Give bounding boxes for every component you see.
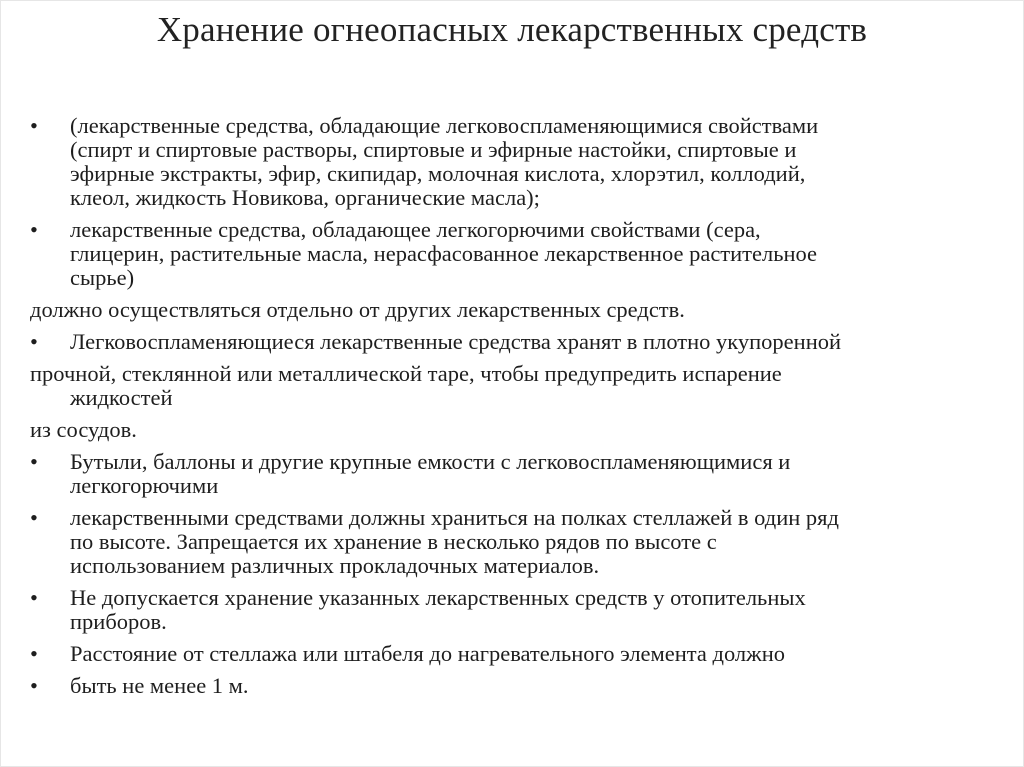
text-line: из сосудов. (30, 417, 137, 442)
text-line: использованием различных прокладочных материалов. (70, 553, 600, 578)
bullet-item (30, 218, 970, 290)
text-line: быть не менее 1 м. (70, 673, 249, 698)
text-line: приборов. (70, 609, 167, 634)
text-line: Не допускается хранение указанных лекарственных средств у отопительных (70, 585, 806, 610)
bullet-mark: • (30, 329, 38, 354)
bullet-mark: • (30, 673, 38, 698)
bullet-item (30, 330, 970, 354)
bullet-mark: • (30, 585, 38, 610)
text-line: по высоте. Запрещается их хранение в несколько рядов по высоте с (70, 529, 717, 554)
paragraph-item (30, 298, 970, 322)
text-line: Легковоспламеняющиеся лекарственные средства хранят в плотно укупоренной (70, 329, 842, 354)
slide-body (30, 114, 970, 706)
text-line: (спирт и спиртовые растворы, спиртовые и эфирные настойки, спиртовые и (70, 137, 797, 162)
bullet-item (30, 586, 970, 634)
text-line: глицерин, растительные масла, нерасфасованное лекарственное растительное (70, 241, 818, 266)
bullet-item (30, 506, 970, 578)
bullet-mark: • (30, 217, 38, 242)
text-line: прочной, стеклянной или металлической таре, чтобы предупредить испарение (30, 361, 782, 386)
bullet-mark: • (30, 641, 38, 666)
bullet-mark: • (30, 113, 38, 138)
text-line: легкогорючими (70, 473, 219, 498)
text-line: лекарственными средствами должны храниться на полках стеллажей в один ряд (70, 505, 839, 530)
text-line: (лекарственные средства, обладающие легковоспламеняющимися свойствами (70, 113, 819, 138)
bullet-item (30, 450, 970, 498)
text-line: Расстояние от стеллажа или штабеля до нагревательного элемента должно (70, 641, 785, 666)
bullet-mark: • (30, 505, 38, 530)
text-line: Бутыли, баллоны и другие крупные емкости с легковоспламеняющимися и (70, 449, 791, 474)
paragraph-item (30, 362, 970, 410)
bullet-item (30, 674, 970, 698)
text-line: эфирные экстракты, эфир, скипидар, молочная кислота, хлорэтил, коллодий, (70, 161, 806, 186)
text-line: лекарственные средства, обладающее легкогорючими свойствами (сера, (70, 217, 761, 242)
text-line: клеол, жидкость Новикова, органические масла); (70, 185, 540, 210)
slide-title: Хранение огнеопасных лекарственных средств (156, 10, 868, 49)
paragraph-item (30, 418, 970, 442)
text-line: должно осуществляться отдельно от других лекарственных средств. (30, 297, 685, 322)
text-line: жидкостей (70, 385, 173, 410)
bullet-item (30, 114, 970, 210)
bullet-mark: • (30, 449, 38, 474)
text-line: сырье) (70, 265, 135, 290)
bullet-item (30, 642, 970, 666)
